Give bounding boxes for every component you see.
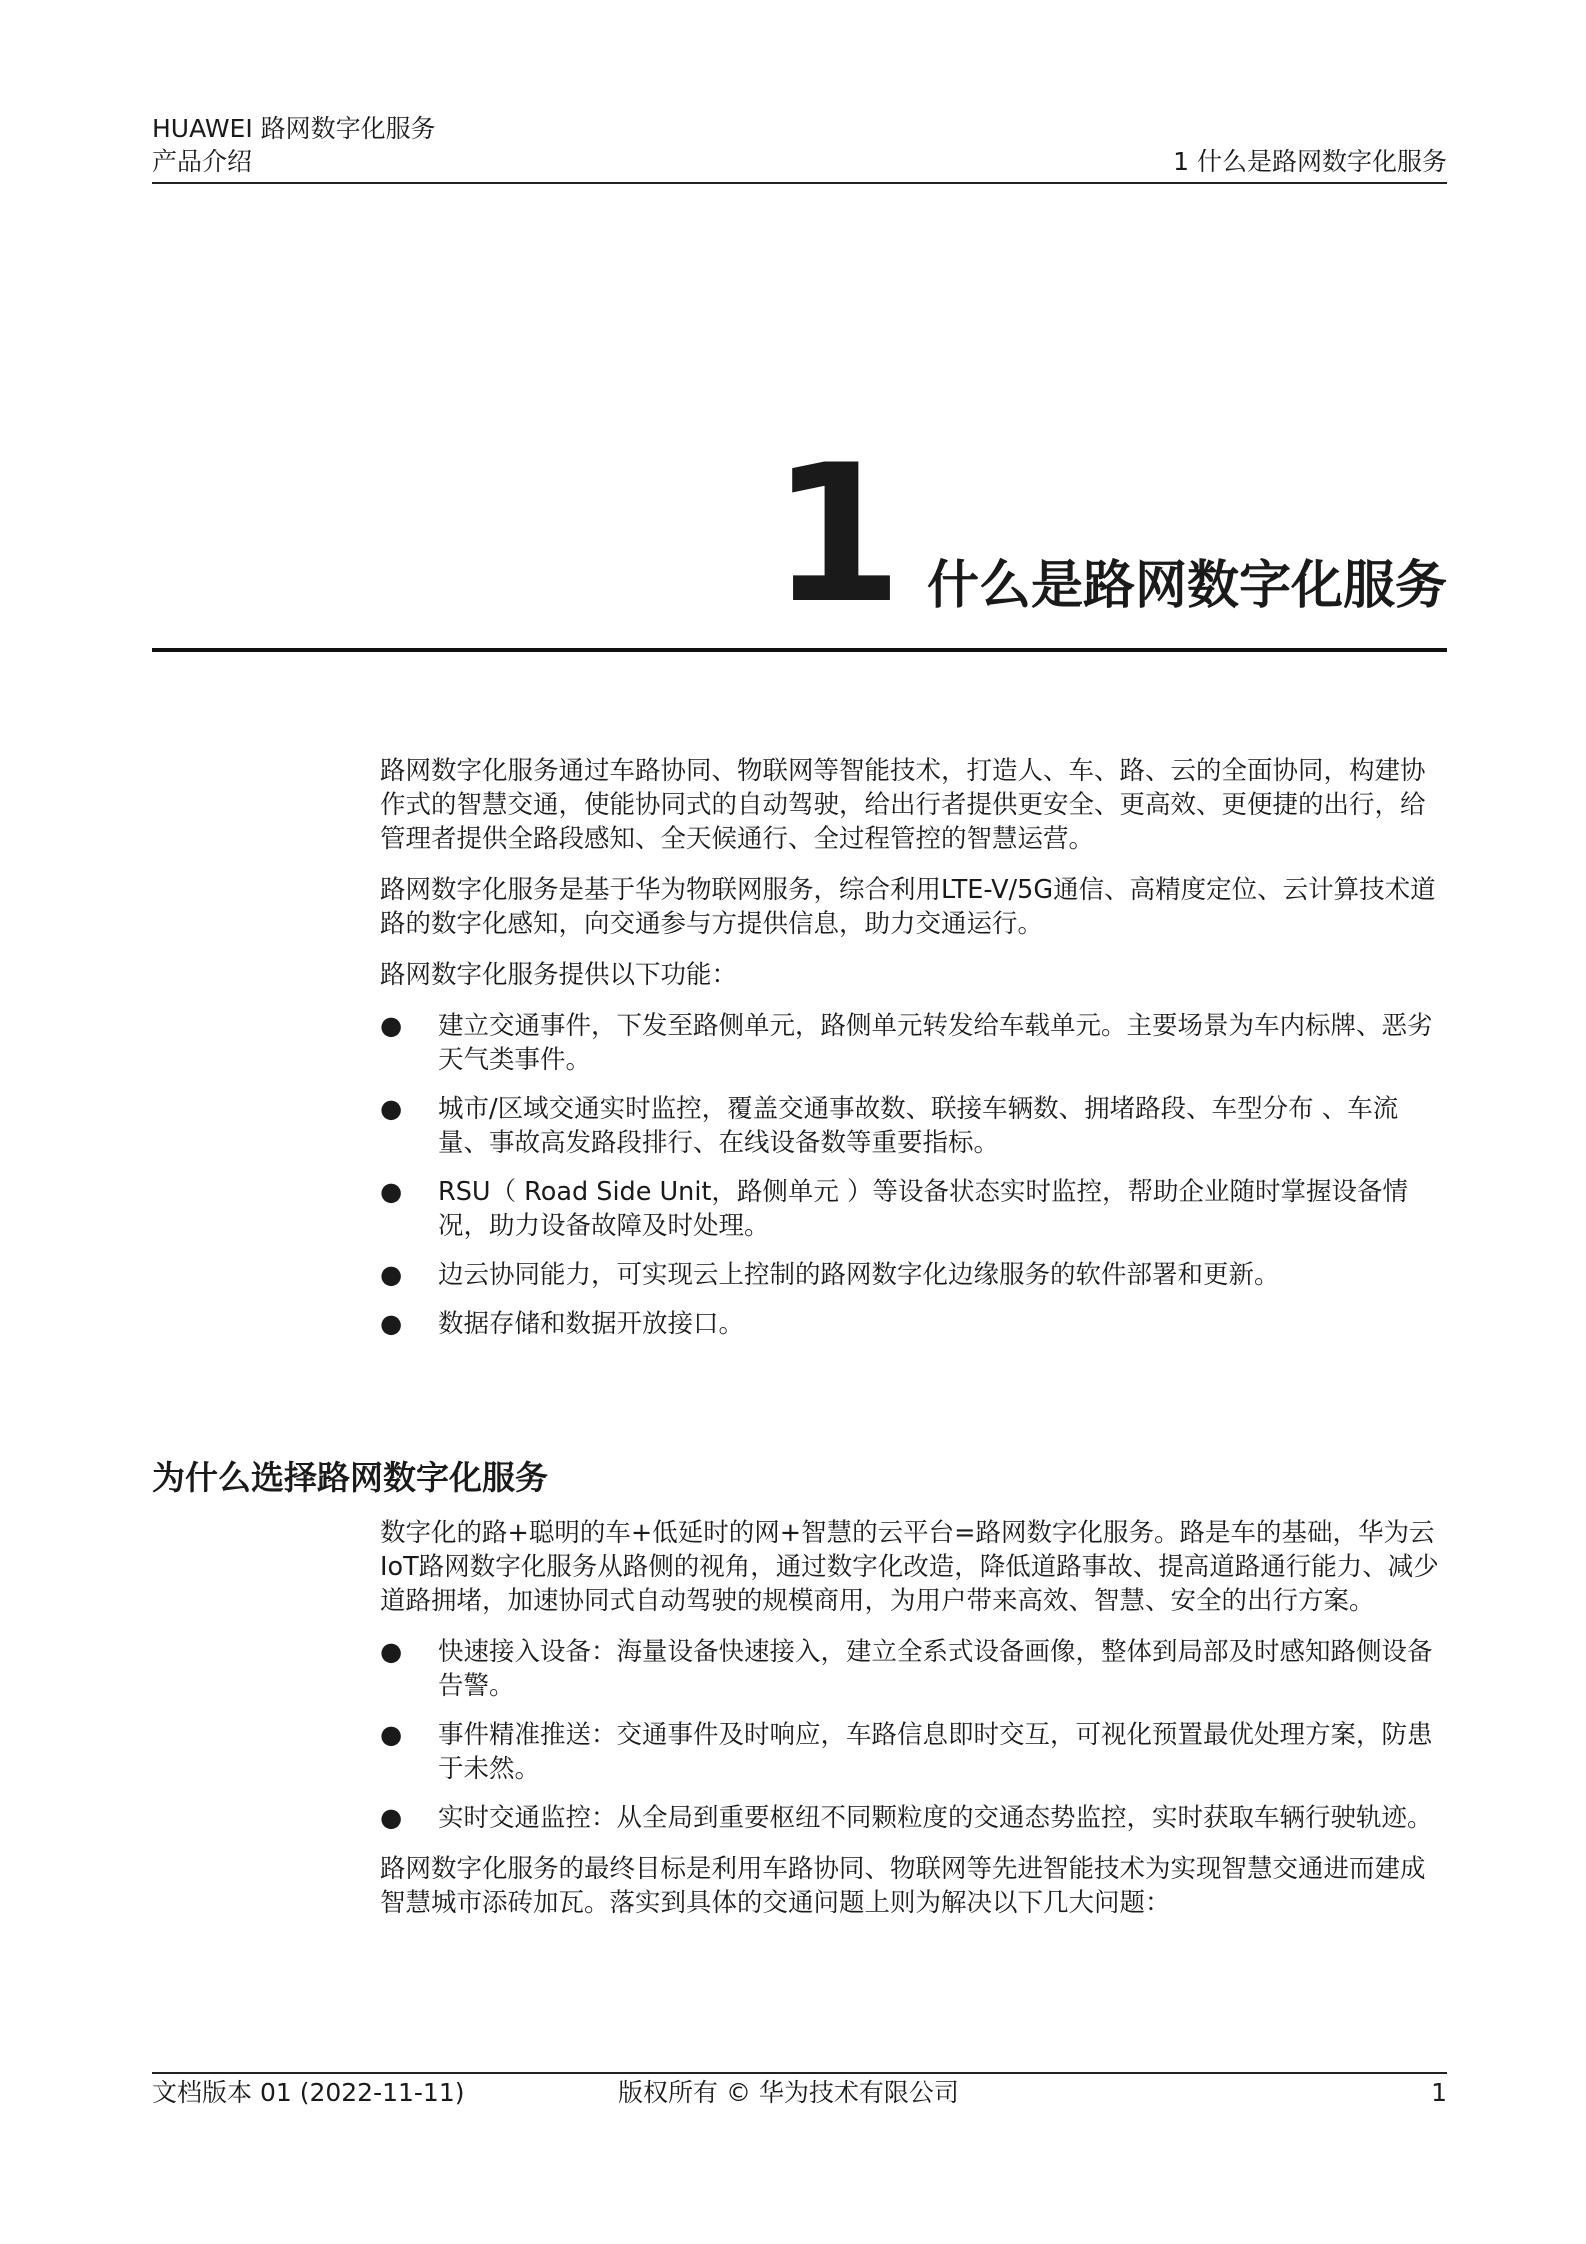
- list-item: ● 城市/区域交通实时监控，覆盖交通事故数、联接车辆数、拥堵路段、车型分布 、车流量、事故高发路段排行、在线设备数等重要指标。: [380, 1094, 1399, 1158]
- list-item: ● 快速接入设备：海量设备快速接入，建立全系式设备画像，整体到局部及时感知路侧设备告警。: [380, 1637, 1433, 1701]
- footer-divider: [152, 2072, 1447, 2074]
- intro-paragraph-2: 路网数字化服务是基于华为物联网服务，综合利用LTE-V/5G通信、高精度定位、云计算技术道路的数字化感知，向交通参与方提供信息，助力交通运行。: [380, 875, 1436, 939]
- footer-page-number: 1: [1431, 2078, 1447, 2107]
- bullet-icon: ●: [380, 1637, 403, 1667]
- bullet-icon: ●: [380, 1309, 403, 1339]
- bullet-icon: ●: [380, 1094, 403, 1124]
- list-item: ● 实时交通监控：从全局到重要枢纽不同颗粒度的交通态势监控，实时获取车辆行驶轨迹。: [380, 1803, 1433, 1833]
- header-doc-type: 产品介绍: [152, 147, 253, 176]
- bullet-icon: ●: [380, 1260, 403, 1290]
- why-paragraph-2: 路网数字化服务的最终目标是利用车路协同、物联网等先进智能技术为实现智慧交通进而建成智慧城市添砖加瓦。落实到具体的交通问题上则为解决以下几大问题：: [380, 1854, 1426, 1918]
- section-heading-why: 为什么选择路网数字化服务: [152, 1458, 548, 1497]
- list-item: ● 事件精准推送：交通事件及时响应，车路信息即时交互，可视化预置最优处理方案，防患于未然。: [380, 1720, 1433, 1784]
- advantage-list: [380, 1635, 1447, 1835]
- list-item: ● 边云协同能力，可实现云上控制的路网数字化边缘服务的软件部署和更新。: [380, 1260, 1280, 1290]
- footer-copyright: 版权所有 © 华为技术有限公司: [618, 2078, 959, 2107]
- why-paragraph-1: 数字化的路+聪明的车+低延时的网+智慧的云平台=路网数字化服务。路是车的基础，华为云IoT路网数字化服务从路侧的视角，通过数字化改造，降低道路事故、提高道路通行能力、减少道路拥堵，加速协同式自动驾驶的规模商用，为用户带来高效、智慧、安全的出行方案。: [380, 1518, 1439, 1616]
- footer-version: 文档版本 01 (2022-11-11): [152, 2078, 465, 2107]
- bullet-icon: ●: [380, 1803, 403, 1833]
- chapter-divider: [152, 648, 1447, 652]
- list-item: ● RSU（ Road Side Unit，路侧单元 ）等设备状态实时监控，帮助企业随时掌握设备情况，助力设备故障及时处理。: [380, 1177, 1409, 1241]
- feature-list: [380, 1009, 1447, 1341]
- chapter-number: 1: [770, 424, 899, 645]
- intro-section: [380, 754, 1447, 1358]
- header-product: HUAWEI 路网数字化服务: [152, 114, 436, 143]
- list-item: ● 数据存储和数据开放接口。: [380, 1309, 745, 1339]
- chapter-title: 什么是路网数字化服务: [926, 556, 1447, 616]
- chapter-heading: [770, 424, 1447, 645]
- intro-paragraph-1: 路网数字化服务通过车路协同、物联网等智能技术，打造人、车、路、云的全面协同，构建协作式的智慧交通，使能协同式的自动驾驶，给出行者提供更安全、更高效、更便捷的出行，给管理者提供全路段感知、全天候通行、全过程管控的智慧运营。: [380, 756, 1426, 854]
- intro-paragraph-3: 路网数字化服务提供以下功能：: [380, 960, 738, 990]
- page-header: [152, 112, 1447, 178]
- list-item: ● 建立交通事件，下发至路侧单元，路侧单元转发给车载单元。主要场景为车内标牌、恶劣天气类事件。: [380, 1011, 1433, 1075]
- header-section: 1 什么是路网数字化服务: [1173, 147, 1447, 176]
- bullet-icon: ●: [380, 1011, 403, 1041]
- bullet-icon: ●: [380, 1720, 403, 1750]
- why-section: [380, 1516, 1447, 1937]
- header-divider: [152, 182, 1447, 184]
- bullet-icon: ●: [380, 1177, 403, 1207]
